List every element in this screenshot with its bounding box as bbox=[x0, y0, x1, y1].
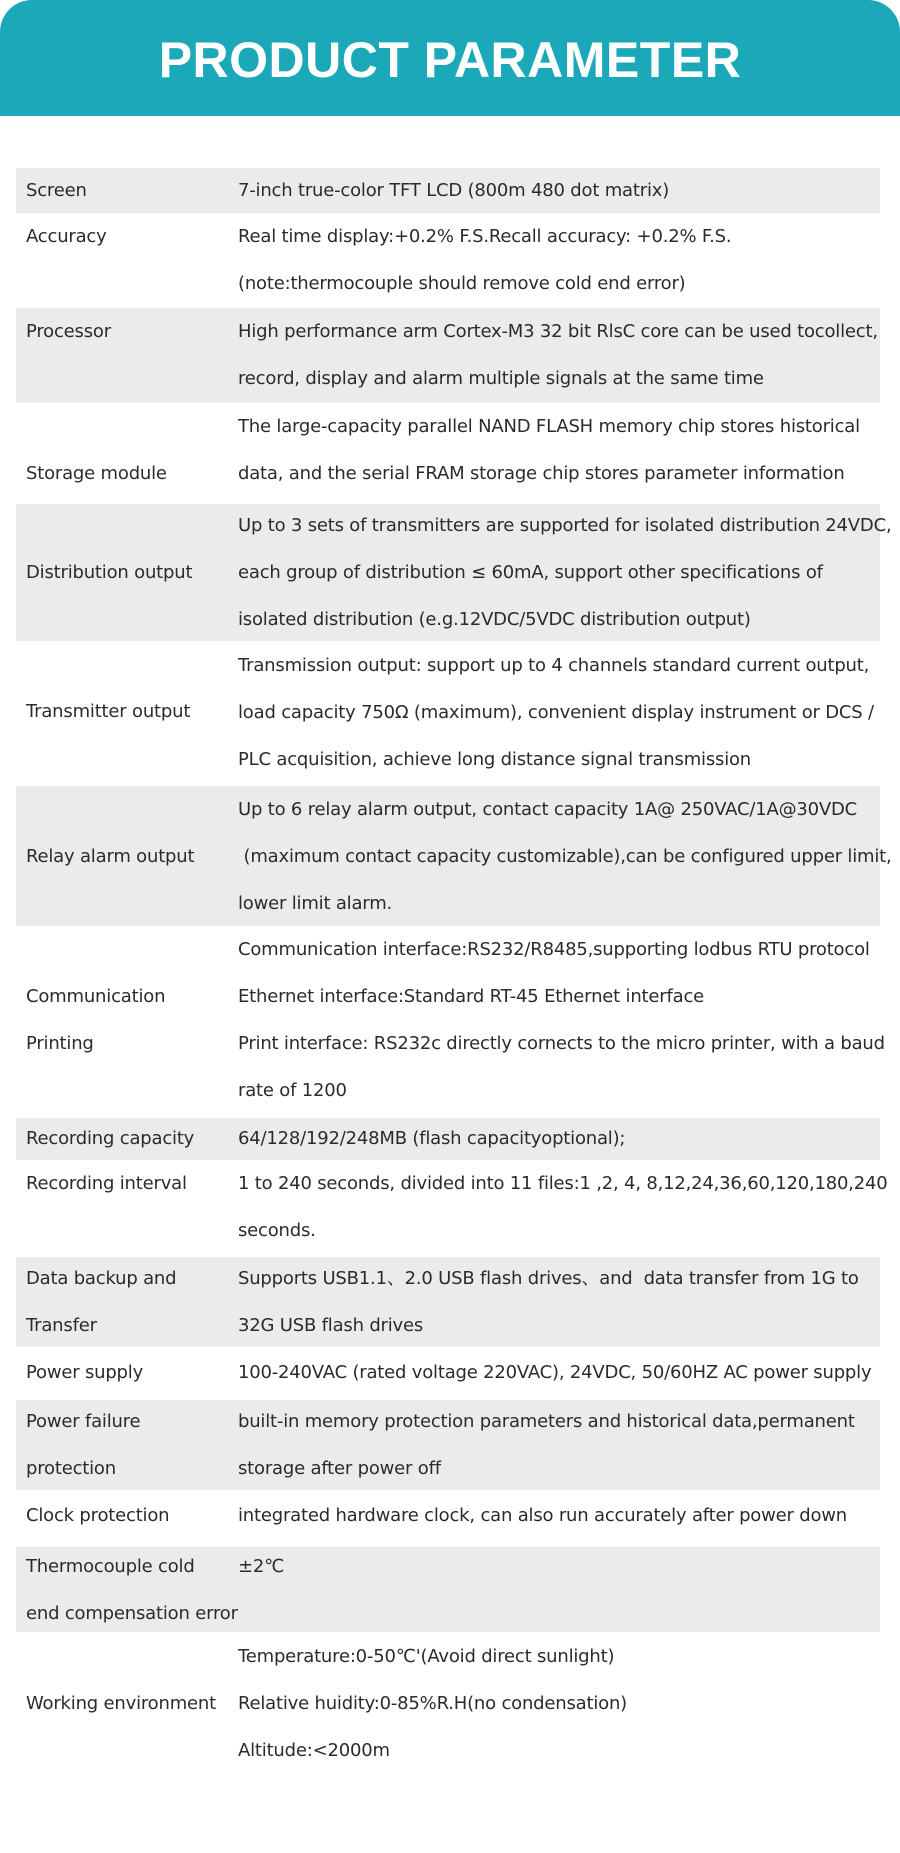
page-title: PRODUCT PARAMETER bbox=[158, 32, 742, 88]
param-value: 1 to 240 seconds, divided into 11 files:1 ,2, 4, 8,12,24,36,60,120,180,240 seconds. bbox=[238, 1173, 888, 1241]
table-row bbox=[16, 1347, 880, 1400]
param-value: Transmission output: support up to 4 channels standard current output, load capacity 750Ω (maximum), convenient display instrument or DCS / PLC acquisition, achieve long distance signal transmission bbox=[238, 655, 874, 770]
table-row bbox=[16, 1490, 880, 1547]
param-value: Real time display:+0.2% F.S.Recall accuracy: +0.2% F.S. (note:thermocouple should remove cold end error) bbox=[238, 226, 732, 294]
param-value: Up to 3 sets of transmitters are supported for isolated distribution 24VDC, each group of distribution ≤ 60mA, support other specifications of isolated distribution (e.g.12VDC/5VDC distribution output) bbox=[238, 515, 892, 630]
param-label: Clock protection bbox=[26, 1505, 170, 1526]
param-label: Processor bbox=[26, 321, 111, 342]
table-row bbox=[16, 926, 885, 1118]
table-row bbox=[16, 213, 880, 308]
param-value: The large-capacity parallel NAND FLASH memory chip stores historical data, and the serial FRAM storage chip stores parameter information bbox=[238, 416, 860, 484]
param-label: Distribution output bbox=[26, 562, 193, 583]
param-label: Communication Printing bbox=[26, 986, 166, 1054]
table-row bbox=[16, 1160, 888, 1257]
param-label: Working environment bbox=[26, 1693, 216, 1714]
param-label: Thermocouple cold end compensation error bbox=[26, 1556, 238, 1624]
param-value: 100-240VAC (rated voltage 220VAC), 24VDC, 50/60HZ AC power supply bbox=[238, 1362, 872, 1383]
param-label: Power supply bbox=[26, 1362, 144, 1383]
table-row bbox=[16, 1257, 880, 1347]
param-label: Screen bbox=[26, 180, 87, 201]
page-header bbox=[0, 0, 900, 116]
param-value: Communication interface:RS232/R8485,supporting lodbus RTU protocol Ethernet interface:Standard RT-45 Ethernet interface Print interface: RS232c directly cornects to the micro printer, with a baud rate of 1200 bbox=[238, 939, 885, 1101]
table-row bbox=[16, 1547, 880, 1632]
param-value: Up to 6 relay alarm output, contact capacity 1A@ 250VAC/1A@30VDC (maximum contact capacity customizable),can be configured upper limit, lower limit alarm. bbox=[238, 799, 892, 914]
param-value: ±2℃ bbox=[238, 1556, 285, 1577]
param-label: Recording interval bbox=[26, 1173, 187, 1194]
param-value: 7-inch true-color TFT LCD (800m 480 dot matrix) bbox=[238, 180, 670, 201]
param-value: 64/128/192/248MB (flash capacityoptional); bbox=[238, 1128, 626, 1149]
param-label: Recording capacity bbox=[26, 1128, 195, 1149]
table-row bbox=[16, 786, 892, 926]
table-row bbox=[16, 403, 880, 502]
param-label: Accuracy bbox=[26, 226, 107, 247]
param-value: Temperature:0-50℃'(Avoid direct sunlight) Relative huidity:0-85%R.H(no condensation) Altitude:<2000m bbox=[238, 1646, 627, 1761]
table-row bbox=[16, 168, 880, 213]
param-label: Storage module bbox=[26, 463, 167, 484]
param-label: Relay alarm output bbox=[26, 846, 195, 867]
table-row bbox=[16, 504, 892, 641]
param-value: integrated hardware clock, can also run accurately after power down bbox=[238, 1505, 847, 1526]
table-row bbox=[16, 308, 880, 403]
param-value: High performance arm Cortex-M3 32 bit RlsC core can be used tocollect, record, display and alarm multiple signals at the same time bbox=[238, 321, 878, 389]
param-label: Power failure protection bbox=[26, 1411, 141, 1479]
table-row bbox=[16, 1400, 880, 1490]
param-value: built-in memory protection parameters and historical data,permanent storage after power off bbox=[238, 1411, 855, 1479]
table-row bbox=[16, 1632, 880, 1774]
param-value: Supports USB1.1、2.0 USB flash drives、and data transfer from 1G to 32G USB flash drives bbox=[238, 1268, 859, 1336]
table-row bbox=[16, 641, 880, 786]
param-label: Transmitter output bbox=[26, 701, 191, 722]
table-row bbox=[16, 1118, 880, 1160]
param-label: Data backup and Transfer bbox=[26, 1268, 177, 1336]
